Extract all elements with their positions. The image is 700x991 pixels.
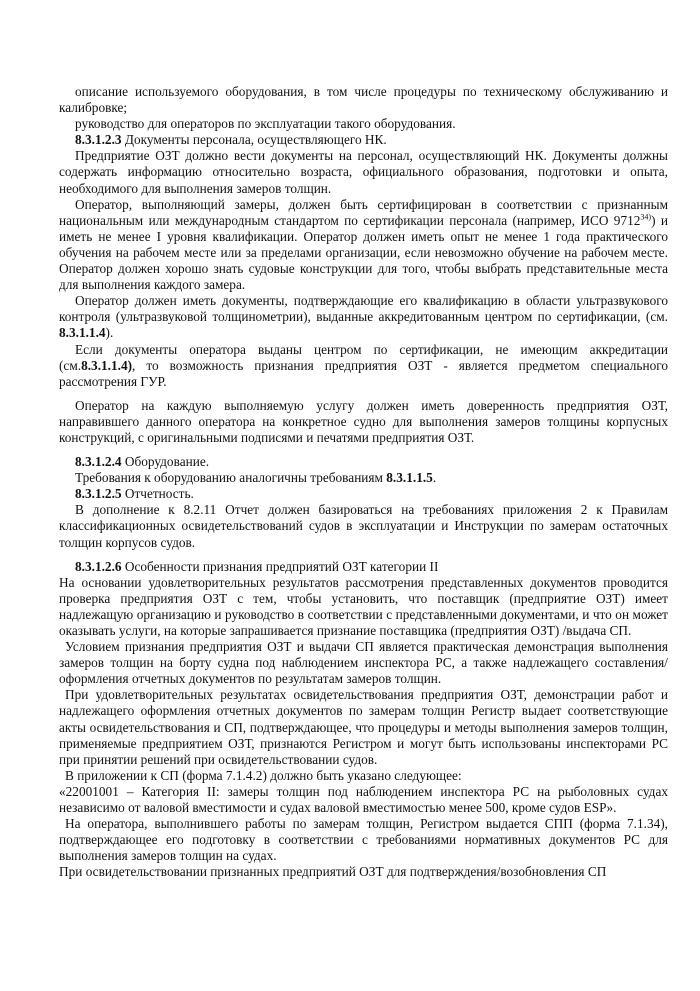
section-title: Особенности признания предприятий ОЗТ категории II bbox=[121, 558, 439, 574]
section-reference: 8.3.1.1.4 bbox=[59, 325, 106, 341]
section-number: 8.3.1.2.3 bbox=[75, 132, 122, 148]
paragraph: В дополнение к 8.2.11 Отчет должен базироваться на требованиях приложения 2 к Правилам классификационных освидетельствований судов в эксплуатации и Инструкции по замерам остаточных толщин корпусов судов. bbox=[59, 502, 668, 550]
paragraph: Предприятие ОЗТ должно вести документы на персонал, осуществляющий НК. Документы должны содержать информацию относительно возраста, официального образования, подготовки и опыта, необходимого для выполнения замеров толщин. bbox=[59, 148, 668, 196]
paragraph bbox=[59, 470, 668, 486]
section-heading bbox=[59, 486, 668, 502]
text-run: Если документы оператора выданы центром по сертификации, не имеющим аккредитации (см. bbox=[59, 341, 668, 373]
section-heading bbox=[59, 454, 668, 470]
text-run: ) и иметь не менее I уровня квалификации. Оператор должен иметь опыт не менее 1 года практического обучения на рабочем месте или за пределами организации, если невозможно обучение на рабочем месте. Оператор должен хорошо знать судовые конструкции для того, чтобы выбрать представительные места для выполнения каждого замера. bbox=[59, 212, 669, 293]
text-run: Оператор, выполняющий замеры, должен быть сертифицирован в соответствии с признанным национальным или международным стандартом по сертификации персонала (например, ИСО 9712 bbox=[59, 196, 668, 228]
paragraph bbox=[59, 197, 668, 294]
text-run: . bbox=[432, 470, 437, 486]
paragraph: При освидетельствовании признанных предприятий ОЗТ для подтверждения/возобновления СП bbox=[59, 864, 607, 880]
paragraph: описание используемого оборудования, в том числе процедуры по техническому обслуживанию и калибровке; bbox=[59, 84, 668, 116]
section-title: Оборудование. bbox=[121, 454, 210, 470]
text-run: ). bbox=[105, 325, 114, 341]
text-run: , то возможность признания предприятия ОЗТ - является предметом специального рассмотрения ГУР. bbox=[59, 357, 668, 389]
paragraph: руководство для операторов по эксплуатации такого оборудования. bbox=[75, 116, 456, 132]
paragraph: На основании удовлетворительных результатов рассмотрения представленных документов проводится проверка предприятия ОЗТ с тем, чтобы установить, что поставщик (предприятие ОЗТ) имеет надлежащую организацию и руководство в соответствии с представленными документами, и что он может оказывать услуги, на которые запрашивается признание поставщика (предприятия ОЗТ) /выдача СП. bbox=[59, 574, 668, 638]
paragraph: В приложении к СП (форма 7.1.4.2) должно быть указано следующее: bbox=[65, 767, 462, 783]
section-heading bbox=[59, 132, 668, 148]
text-run: Оператор должен иметь документы, подтверждающие его квалификацию в области ультразвукового контроля (ультразвуковой толщинометрии), выданные аккредитованным центром по сертификации, (см. bbox=[59, 293, 668, 325]
paragraph: «22001001 – Категория II: замеры толщин под наблюдением инспектора РС на рыболовных судах независимо от валовой вместимости и судах валовой вместимостью менее 500, кроме судов ESP». bbox=[59, 783, 668, 816]
document-page bbox=[59, 84, 668, 881]
section-title: Документы персонала, осуществляющего НК. bbox=[121, 132, 387, 148]
paragraph: При удовлетворительных результатах освидетельствования предприятия ОЗТ, демонстрации работ и надлежащего оформления отчетных документов по замерам толщин Регистр выдает соответствующие акты освидетельствования и СП, подтверждающее, что процедуры и методы выполнения замеров толщин, применяемые предприятием ОЗТ, признаются Регистром и могут быть использованы инспекторами РС при принятии решений при освидетельствовании судов. bbox=[59, 687, 668, 767]
section-number: 8.3.1.2.4 bbox=[75, 454, 122, 470]
section-heading bbox=[59, 559, 668, 575]
paragraph: Условием признания предприятия ОЗТ и выдачи СП является практическая демонстрация выполнения замеров толщин на борту судна под наблюдением инспектора РС, а также надлежащего составления/оформления отчетных документов по результатам замеров толщин. bbox=[59, 639, 668, 687]
section-reference: 8.3.1.1.5 bbox=[386, 470, 433, 486]
footnote-ref: 34) bbox=[640, 212, 652, 222]
text-run: Требования к оборудованию аналогичны требованиям bbox=[75, 470, 387, 486]
paragraph bbox=[59, 342, 668, 390]
section-number: 8.3.1.2.6 bbox=[75, 558, 122, 574]
section-reference: 8.3.1.1.4) bbox=[81, 357, 133, 373]
paragraph: Оператор на каждую выполняемую услугу должен иметь доверенность предприятия ОЗТ, направившего данного оператора на конкретное судно для выполнения замеров толщины корпусных конструкций, с оригинальными подписями и печатями предприятия ОЗТ. bbox=[59, 397, 668, 445]
paragraph: На оператора, выполнившего работы по замерам толщин, Регистром выдается СПП (форма 7.1.34), подтверждающее его подготовку в соответствии с требованиями нормативных документов РС для выполнения замеров толщин на судах. bbox=[59, 816, 668, 864]
paragraph bbox=[59, 293, 668, 341]
section-title: Отчетность. bbox=[121, 486, 194, 502]
section-number: 8.3.1.2.5 bbox=[75, 486, 122, 502]
